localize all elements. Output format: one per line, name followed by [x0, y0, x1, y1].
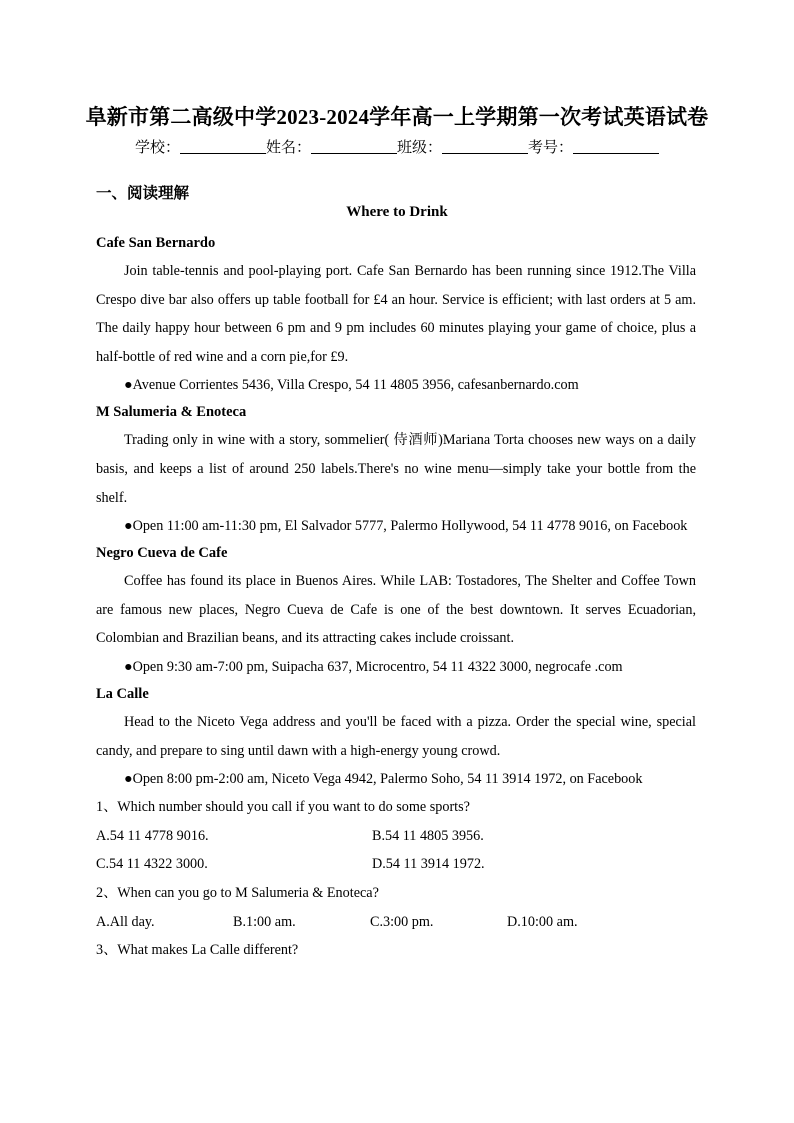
options-row: [96, 908, 696, 937]
question-2: [96, 879, 696, 936]
exam-number-blank[interactable]: [573, 139, 659, 154]
school-blank[interactable]: [180, 139, 266, 154]
student-info-fields: [0, 136, 794, 157]
class-field[interactable]: [397, 136, 528, 157]
option-d[interactable]: D.10:00 am.: [507, 913, 578, 930]
question-3: [96, 936, 696, 965]
question-stem: 1、Which number should you call if you want to do some sports?: [96, 799, 470, 816]
place-info: ●Open 9:30 am-7:00 pm, Suipacha 637, Microcentro, 54 11 4322 3000, negrocafe .com: [124, 658, 623, 675]
options-row: [96, 822, 696, 851]
question-stem: 2、When can you go to M Salumeria & Enoteca?: [96, 884, 379, 901]
place-description: Trading only in wine with a story, sommelier( 侍酒师)Mariana Torta chooses new ways on a daily basis, and keeps a list of around 250 labels.There's no wine menu—simply take your bottle from the shelf.: [96, 432, 696, 506]
option-a[interactable]: A.All day.: [96, 913, 155, 930]
option-b[interactable]: B.54 11 4805 3956.: [372, 827, 484, 844]
place-entry: [96, 230, 696, 399]
place-description: Head to the Niceto Vega address and you'll be faced with a pizza. Order the special wine, special candy, and prepare to sing until dawn with a high-energy young crowd.: [96, 713, 696, 759]
name-label: 姓名：: [265, 140, 311, 156]
place-name: La Calle: [96, 685, 149, 702]
place-name: Negro Cueva de Cafe: [96, 545, 228, 562]
question-1: [96, 793, 696, 879]
option-a[interactable]: A.54 11 4778 9016.: [96, 827, 209, 844]
place-name: M Salumeria & Enoteca: [96, 404, 247, 421]
school-field[interactable]: [135, 136, 266, 157]
place-name: Cafe San Bernardo: [96, 235, 216, 251]
passage-body: [96, 230, 696, 965]
exam-number-label: 考号：: [528, 140, 574, 156]
exam-title: 阜新市第二高级中学2023-2024学年高一上学期第一次考试英语试卷: [85, 105, 709, 129]
option-c[interactable]: C.54 11 4322 3000.: [96, 856, 208, 873]
place-info: ●Open 8:00 pm-2:00 am, Niceto Vega 4942, Palermo Soho, 54 11 3914 1972, on Facebook: [124, 771, 643, 788]
option-c[interactable]: C.3:00 pm.: [370, 913, 434, 930]
passage-title: Where to Drink: [346, 204, 448, 220]
class-blank[interactable]: [442, 139, 528, 154]
class-label: 班级：: [397, 140, 443, 156]
section-heading: 一、阅读理解: [96, 185, 190, 202]
place-entry: [96, 540, 696, 681]
exam-number-field[interactable]: [528, 136, 659, 157]
school-label: 学校：: [134, 140, 180, 156]
question-stem: 3、What makes La Calle different?: [96, 942, 299, 959]
option-b[interactable]: B.1:00 am.: [233, 913, 296, 930]
place-info: ●Avenue Corrientes 5436, Villa Crespo, 54 11 4805 3956, cafesanbernardo.com: [124, 377, 579, 394]
place-description: Join table-tennis and pool-playing port. Cafe San Bernardo has been running since 1912.The Villa Crespo dive bar also offers up table football for £4 an hour. Service is efficient; with last orders at 5 am. The daily happy hour between 6 pm and 9 pm includes 60 minutes playing your game of choice, plus a half-bottle of red wine and a corn pie,for £9.: [96, 263, 696, 365]
name-blank[interactable]: [311, 139, 397, 154]
option-d[interactable]: D.54 11 3914 1972.: [372, 856, 485, 873]
name-field[interactable]: [266, 136, 397, 157]
place-info: ●Open 11:00 am-11:30 pm, El Salvador 5777, Palermo Hollywood, 54 11 4778 9016, on Facebook: [124, 518, 688, 535]
place-description: Coffee has found its place in Buenos Aires. While LAB: Tostadores, The Shelter and Coffee Town are famous new places, Negro Cueva de Cafe is one of the best downtown. It serves Ecuadorian, Colombian and Brazilian beans, and its attracting cakes include croissant.: [96, 573, 696, 647]
place-entry: [96, 681, 696, 793]
place-entry: [96, 399, 696, 540]
options-row: [96, 850, 696, 879]
